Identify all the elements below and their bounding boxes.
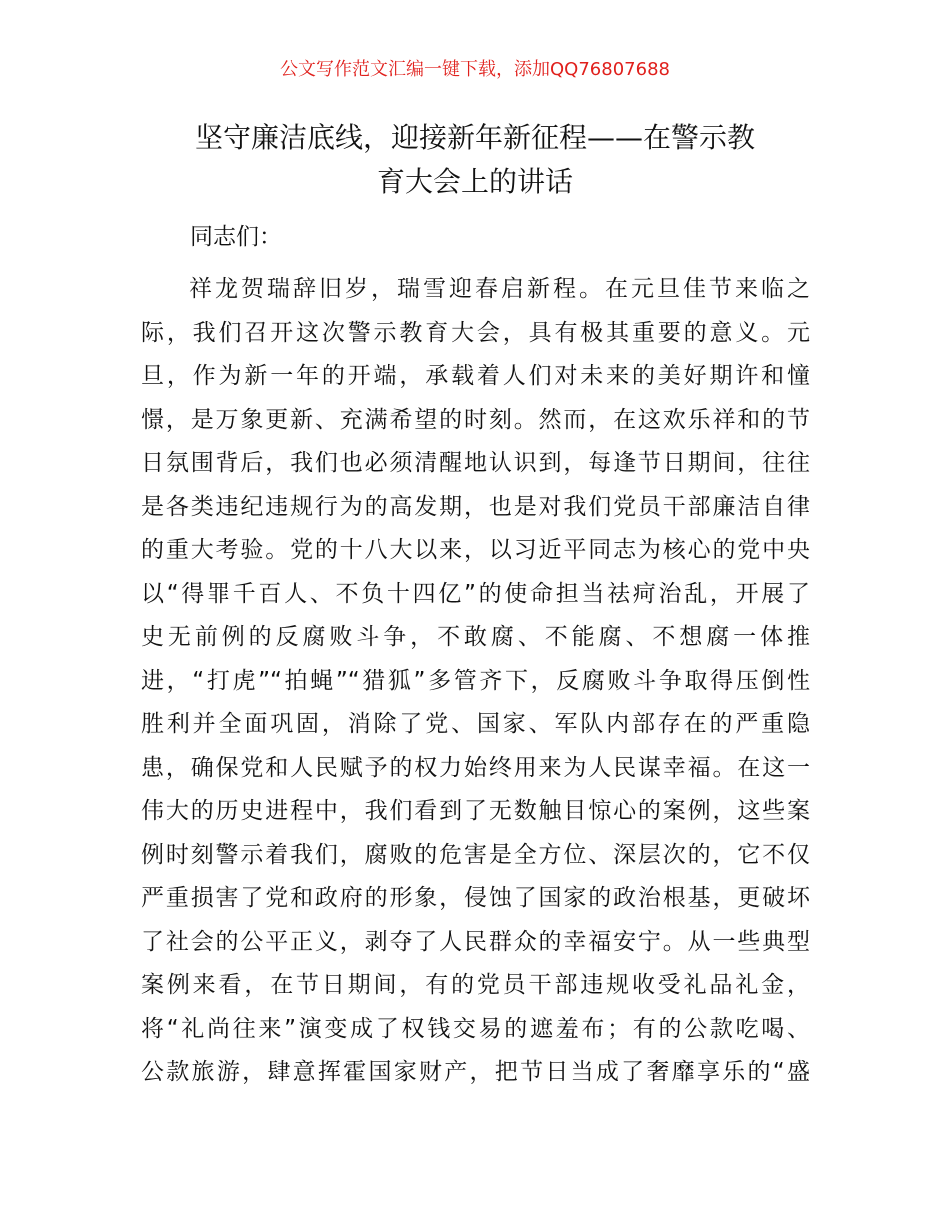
paragraph-line: 公款旅游，肆意挥霍国家财产，把节日当成了奢靡享乐的“盛 <box>141 1059 810 1085</box>
document-title <box>120 116 830 204</box>
paragraph-line: 进，“打虎”“拍蝇”“猎狐”多管齐下，反腐败斗争取得压倒性 <box>141 667 810 694</box>
title-line: 坚守廉洁底线，迎接新年新征程——在警示教 <box>194 121 755 154</box>
paragraph-line: 案例来看，在节日期间，有的党员干部违规收受礼品礼金， <box>141 972 810 998</box>
paragraph-line: 了社会的公平正义，剥夺了人民群众的幸福安宁。从一些典型 <box>141 928 810 955</box>
greeting: 同志们： <box>190 224 282 250</box>
paragraph-line: 史无前例的反腐败斗争，不敢腐、不能腐、不想腐一体推 <box>141 624 810 650</box>
paragraph-line: 以“得罪千百人、不负十四亿”的使命担当祛疴治乱，开展了 <box>141 580 810 607</box>
paragraph-line: 是各类违纪违规行为的高发期，也是对我们党员干部廉洁自律 <box>141 493 810 520</box>
paragraph-line: 际，我们召开这次警示教育大会，具有极其重要的意义。元 <box>141 319 810 346</box>
paragraph-line: 日氛围背后，我们也必须清醒地认识到，每逢节日期间，往往 <box>141 450 810 476</box>
download-banner: 公文写作范文汇编一键下载，添加QQ76807688 <box>280 59 670 80</box>
paragraph-line: 旦，作为新一年的开端，承载着人们对未来的美好期许和憧 <box>141 363 810 389</box>
paragraph-line: 将“礼尚往来”演变成了权钱交易的遮羞布；有的公款吃喝、 <box>141 1015 810 1042</box>
paragraph-line: 胜利并全面巩固，消除了党、国家、军队内部存在的严重隐 <box>141 711 810 737</box>
body-paragraph <box>141 268 810 1095</box>
paragraph-line: 的重大考验。党的十八大以来，以习近平同志为核心的党中央 <box>141 537 810 563</box>
paragraph-line: 伟大的历史进程中，我们看到了无数触目惊心的案例，这些案 <box>141 798 810 824</box>
paragraph-line: 憬，是万象更新、充满希望的时刻。然而，在这欢乐祥和的节 <box>141 406 810 433</box>
paragraph-line: 严重损害了党和政府的形象，侵蚀了国家的政治根基，更破坏 <box>141 885 810 911</box>
paragraph-line: 祥龙贺瑞辞旧岁，瑞雪迎春启新程。在元旦佳节来临之 <box>189 276 810 302</box>
paragraph-line: 患，确保党和人民赋予的权力始终用来为人民谋幸福。在这一 <box>141 754 810 781</box>
title-line: 育大会上的讲话 <box>376 165 573 198</box>
paragraph-line: 例时刻警示着我们，腐败的危害是全方位、深层次的，它不仅 <box>141 841 810 868</box>
